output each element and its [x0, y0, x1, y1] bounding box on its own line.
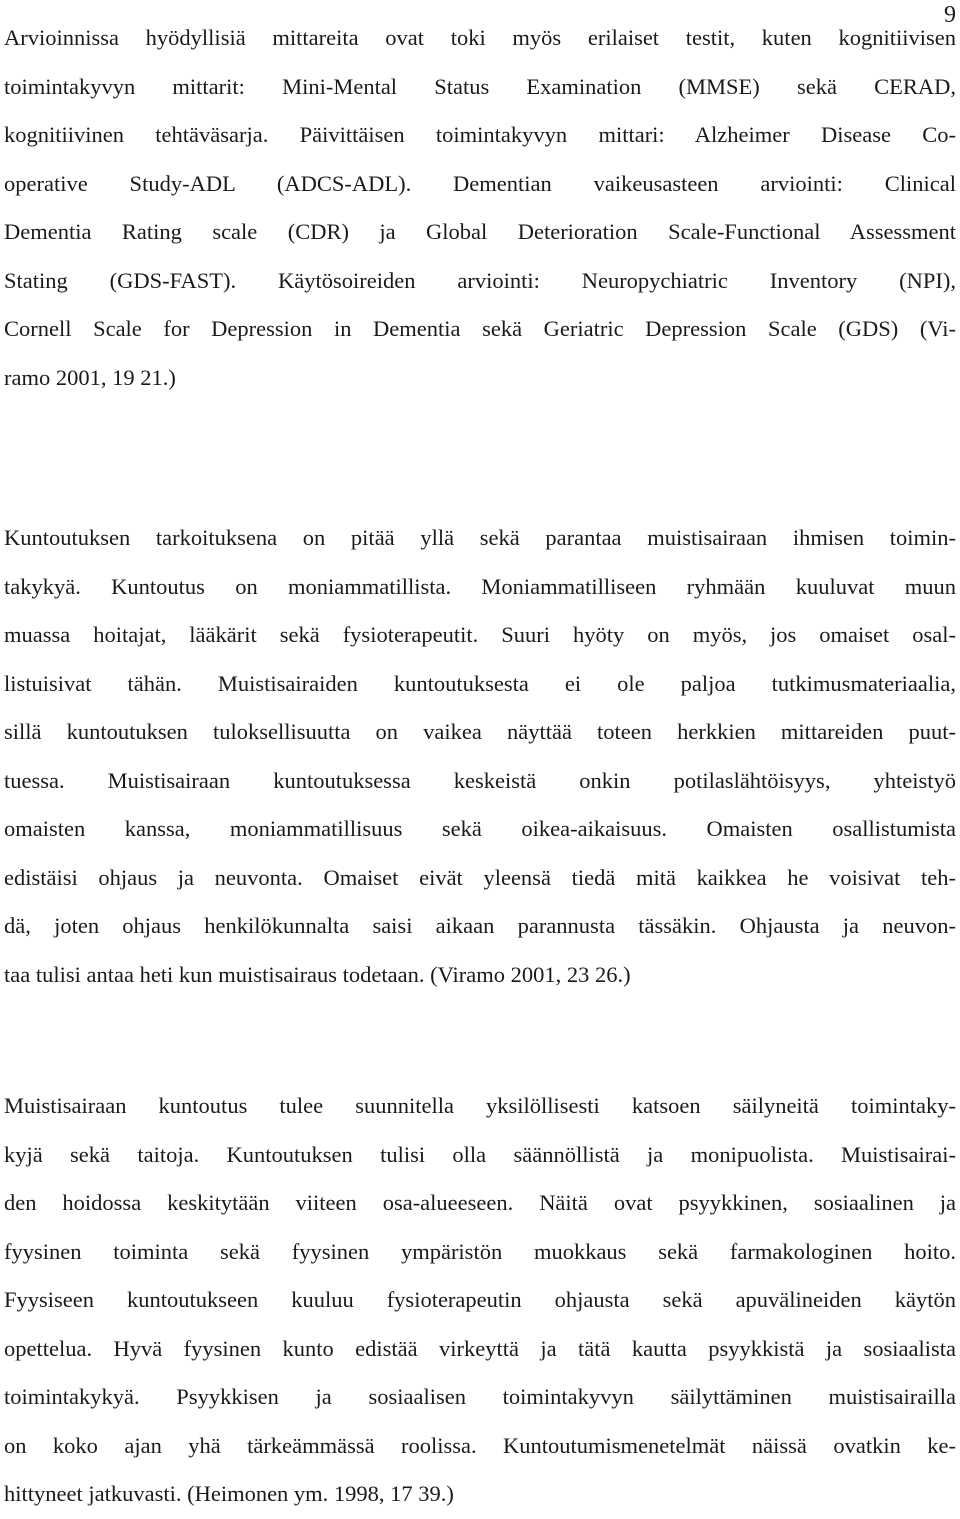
text-line: Dementia Rating scale (CDR) ja Global Deterioration Scale-Functional Assessment: [4, 219, 956, 244]
text-line: opettelua. Hyvä fyysinen kunto edistää virkeyttä ja tätä kautta psyykkistä ja sosiaalista: [4, 1335, 956, 1361]
text-line: Muistisairaan kuntoutus tulee suunnitella yksilöllisesti katsoen säilyneitä toimintaky-: [4, 1093, 956, 1118]
page-number: 9: [944, 2, 956, 28]
text-line: Arvioinnissa hyödyllisiä mittareita ovat toki myös erilaiset testit, kuten kognitiivisen: [4, 25, 956, 50]
text-line: edistäisi ohjaus ja neuvonta. Omaiset eivät yleensä tiedä mitä kaikkea he voisivat teh-: [4, 864, 956, 890]
text-line: toimintakykyä. Psyykkisen ja sosiaalisen toimintakyvyn säilyttäminen muistisairailla: [4, 1384, 956, 1409]
text-line: dä, joten ohjaus henkilökunnalta saisi aikaan parannusta tässäkin. Ohjausta ja neuvon-: [4, 913, 956, 938]
text-line: Kuntoutuksen tarkoituksena on pitää yllä sekä parantaa muistisairaan ihmisen toimin-: [4, 525, 956, 550]
text-line: tuessa. Muistisairaan kuntoutuksessa keskeistä onkin potilaslähtöisyys, yhteistyö: [4, 767, 956, 793]
text-line: muassa hoitajat, lääkärit sekä fysioterapeutit. Suuri hyöty on myös, jos omaiset osal-: [4, 622, 956, 647]
text-line: kyjä sekä taitoja. Kuntoutuksen tulisi olla säännöllistä ja monipuolista. Muistisairai-: [4, 1141, 956, 1167]
text-line: ramo 2001, 19 21.): [4, 364, 176, 390]
text-line: den hoidossa keskitytään viiteen osa-alueeseen. Näitä ovat psyykkinen, sosiaalinen ja: [4, 1190, 956, 1215]
paragraph-assessment-tests: [4, 14, 956, 402]
text-line: hittyneet jatkuvasti. (Heimonen ym. 1998, 17 39.): [4, 1481, 454, 1506]
text-line: takykyä. Kuntoutus on moniammatillista. Moniammatilliseen ryhmään kuuluvat muun: [4, 573, 956, 599]
text-line: kognitiivinen tehtäväsarja. Päivittäisen toimintakyvyn mittari: Alzheimer Disease Co-: [4, 122, 956, 147]
text-line: Stating (GDS-FAST). Käytösoireiden arviointi: Neuropychiatric Inventory (NPI),: [4, 267, 956, 293]
text-line: omaisten kanssa, moniammatillisuus sekä oikea-aikaisuus. Omaisten osallistumista: [4, 816, 956, 841]
paragraph-individual-rehabilitation: [4, 1082, 956, 1519]
text-line: Cornell Scale for Depression in Dementia sekä Geriatric Depression Scale (GDS) (Vi-: [4, 316, 956, 341]
text-line: fyysinen toiminta sekä fyysinen ympäristön muokkaus sekä farmakologinen hoito.: [4, 1238, 956, 1264]
text-line: taa tulisi antaa heti kun muistisairaus todetaan. (Viramo 2001, 23 26.): [4, 961, 631, 987]
text-line: sillä kuntoutuksen tuloksellisuutta on vaikea näyttää toteen herkkien mittareiden puut-: [4, 719, 956, 744]
text-line: listuisivat tähän. Muistisairaiden kuntoutuksesta ei ole paljoa tutkimusmateriaalia,: [4, 670, 956, 696]
text-line: toimintakyvyn mittarit: Mini-Mental Status Examination (MMSE) sekä CERAD,: [4, 73, 956, 99]
paragraph-rehabilitation-purpose: [4, 514, 956, 999]
text-line: operative Study-ADL (ADCS-ADL). Dementian vaikeusasteen arviointi: Clinical: [4, 170, 956, 196]
text-line: on koko ajan yhä tärkeämmässä roolissa. Kuntoutumismenetelmät näissä ovatkin ke-: [4, 1432, 956, 1458]
text-line: Fyysiseen kuntoutukseen kuuluu fysioterapeutin ohjausta sekä apuvälineiden käytön: [4, 1287, 956, 1312]
